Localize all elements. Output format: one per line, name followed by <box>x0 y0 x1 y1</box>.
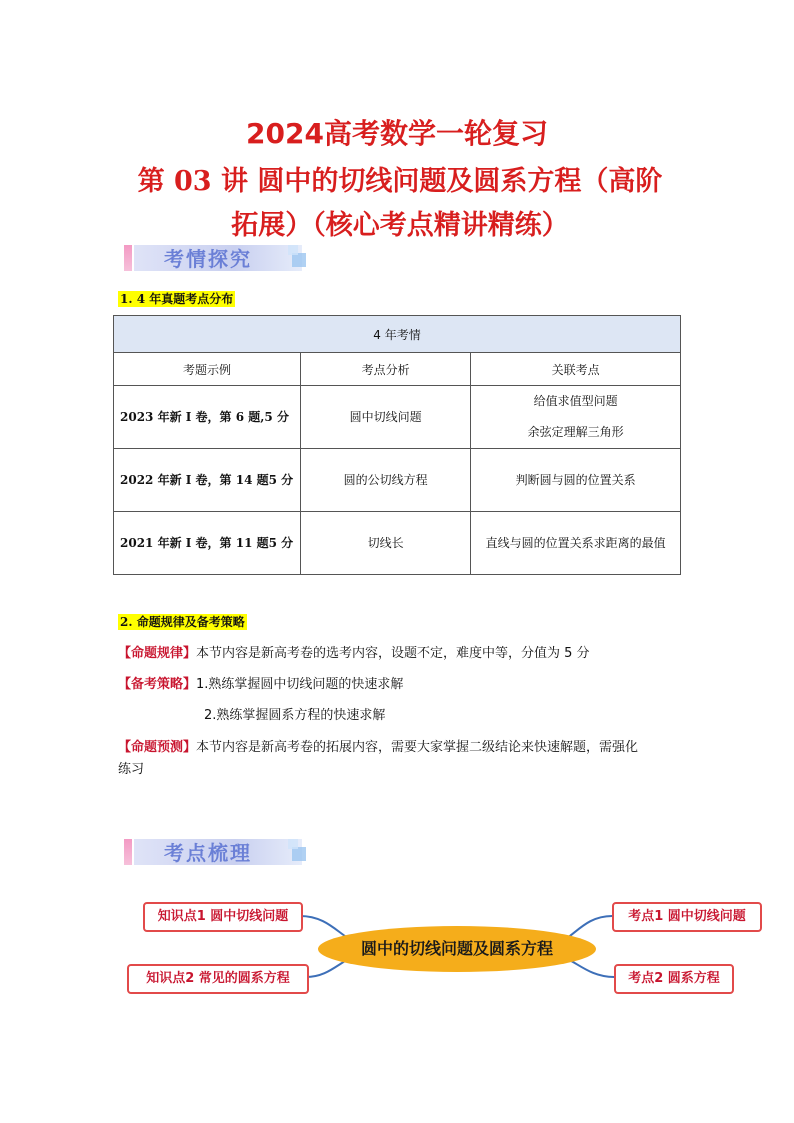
related-cell <box>471 386 681 449</box>
knowledge-point-node: 知识点1 圆中切线问题 <box>143 902 303 932</box>
banner-cube-decoration <box>288 245 298 255</box>
mindmap-center: 圆中的切线问题及圆系方程 <box>318 926 596 972</box>
strategy-item: 2.熟练掌握圆系方程的快速求解 <box>204 708 386 723</box>
related-cell <box>471 449 681 512</box>
banner-cube-decoration <box>288 839 298 849</box>
forecast-paragraph <box>118 737 688 781</box>
column-header: 考点分析 <box>301 353 471 386</box>
analysis-cell: 切线长 <box>301 512 471 575</box>
banner-accent <box>124 245 132 271</box>
lesson-title-line-1: 第 03 讲 圆中的切线问题及圆系方程（高阶 <box>137 166 663 197</box>
analysis-cell: 圆中切线问题 <box>301 386 471 449</box>
exam-example-cell: 2023 年新 I 卷，第 6 题,5 分 <box>114 386 301 449</box>
related-item: 给值求值型问题 <box>533 394 618 408</box>
rule-paragraph <box>118 643 590 665</box>
forecast-text: 本节内容是新高考卷的拓展内容，需要大家掌握二级结论来快速解题，需强化 <box>196 740 639 755</box>
exam-distribution-table <box>113 315 681 575</box>
exam-point-node: 考点2 圆系方程 <box>614 964 734 994</box>
banner-accent <box>124 839 132 865</box>
table-column-row <box>114 353 681 386</box>
table-row <box>114 449 681 512</box>
rule-tag: 【命题规律】 <box>118 646 197 661</box>
strategy-item: 1.熟练掌握圆中切线问题的快速求解 <box>196 677 404 692</box>
rule-text: 本节内容是新高考卷的选考内容，设题不定，难度中等，分值为 5 分 <box>196 646 590 661</box>
table-title: 4 年考情 <box>114 316 681 353</box>
table-row <box>114 512 681 575</box>
exam-example-cell: 2022 年新 I 卷，第 14 题5 分 <box>114 449 301 512</box>
banner-title: 考点梳理 <box>164 841 252 865</box>
table-row <box>114 386 681 449</box>
related-item: 判断圆与圆的位置关系 <box>515 472 636 487</box>
analysis-cell: 圆的公切线方程 <box>301 449 471 512</box>
mindmap <box>0 880 794 1010</box>
related-item: 直线与圆的位置关系求距离的最值 <box>485 535 666 550</box>
column-header: 考题示例 <box>114 353 301 386</box>
related-item: 余弦定理解三角形 <box>527 425 624 439</box>
table-header-row <box>114 316 681 353</box>
section-heading: 1. 4 年真题考点分布 <box>120 292 234 306</box>
knowledge-point-node: 知识点2 常见的圆系方程 <box>127 964 309 994</box>
lesson-title <box>110 160 690 248</box>
banner-cube-decoration <box>292 253 306 267</box>
forecast-text: 练习 <box>118 762 145 777</box>
exam-example-cell: 2021 年新 I 卷，第 11 题5 分 <box>114 512 301 575</box>
strategy-tag: 【备考策略】 <box>118 677 197 692</box>
strategy-paragraph <box>118 674 403 696</box>
exam-point-node: 考点1 圆中切线问题 <box>612 902 762 932</box>
section-heading: 2. 命题规律及备考策略 <box>120 615 245 629</box>
banner-title: 考情探究 <box>164 247 252 271</box>
related-cell <box>471 512 681 575</box>
forecast-tag: 【命题预测】 <box>118 740 197 755</box>
lesson-title-line-2: 拓展）（核心考点精讲精练） <box>231 210 569 241</box>
column-header: 关联考点 <box>471 353 681 386</box>
banner-cube-decoration <box>292 847 306 861</box>
knowledge-outline-banner <box>124 835 308 869</box>
main-title: 2024高考数学一轮复习 <box>246 117 548 150</box>
exam-analysis-banner <box>124 241 308 275</box>
